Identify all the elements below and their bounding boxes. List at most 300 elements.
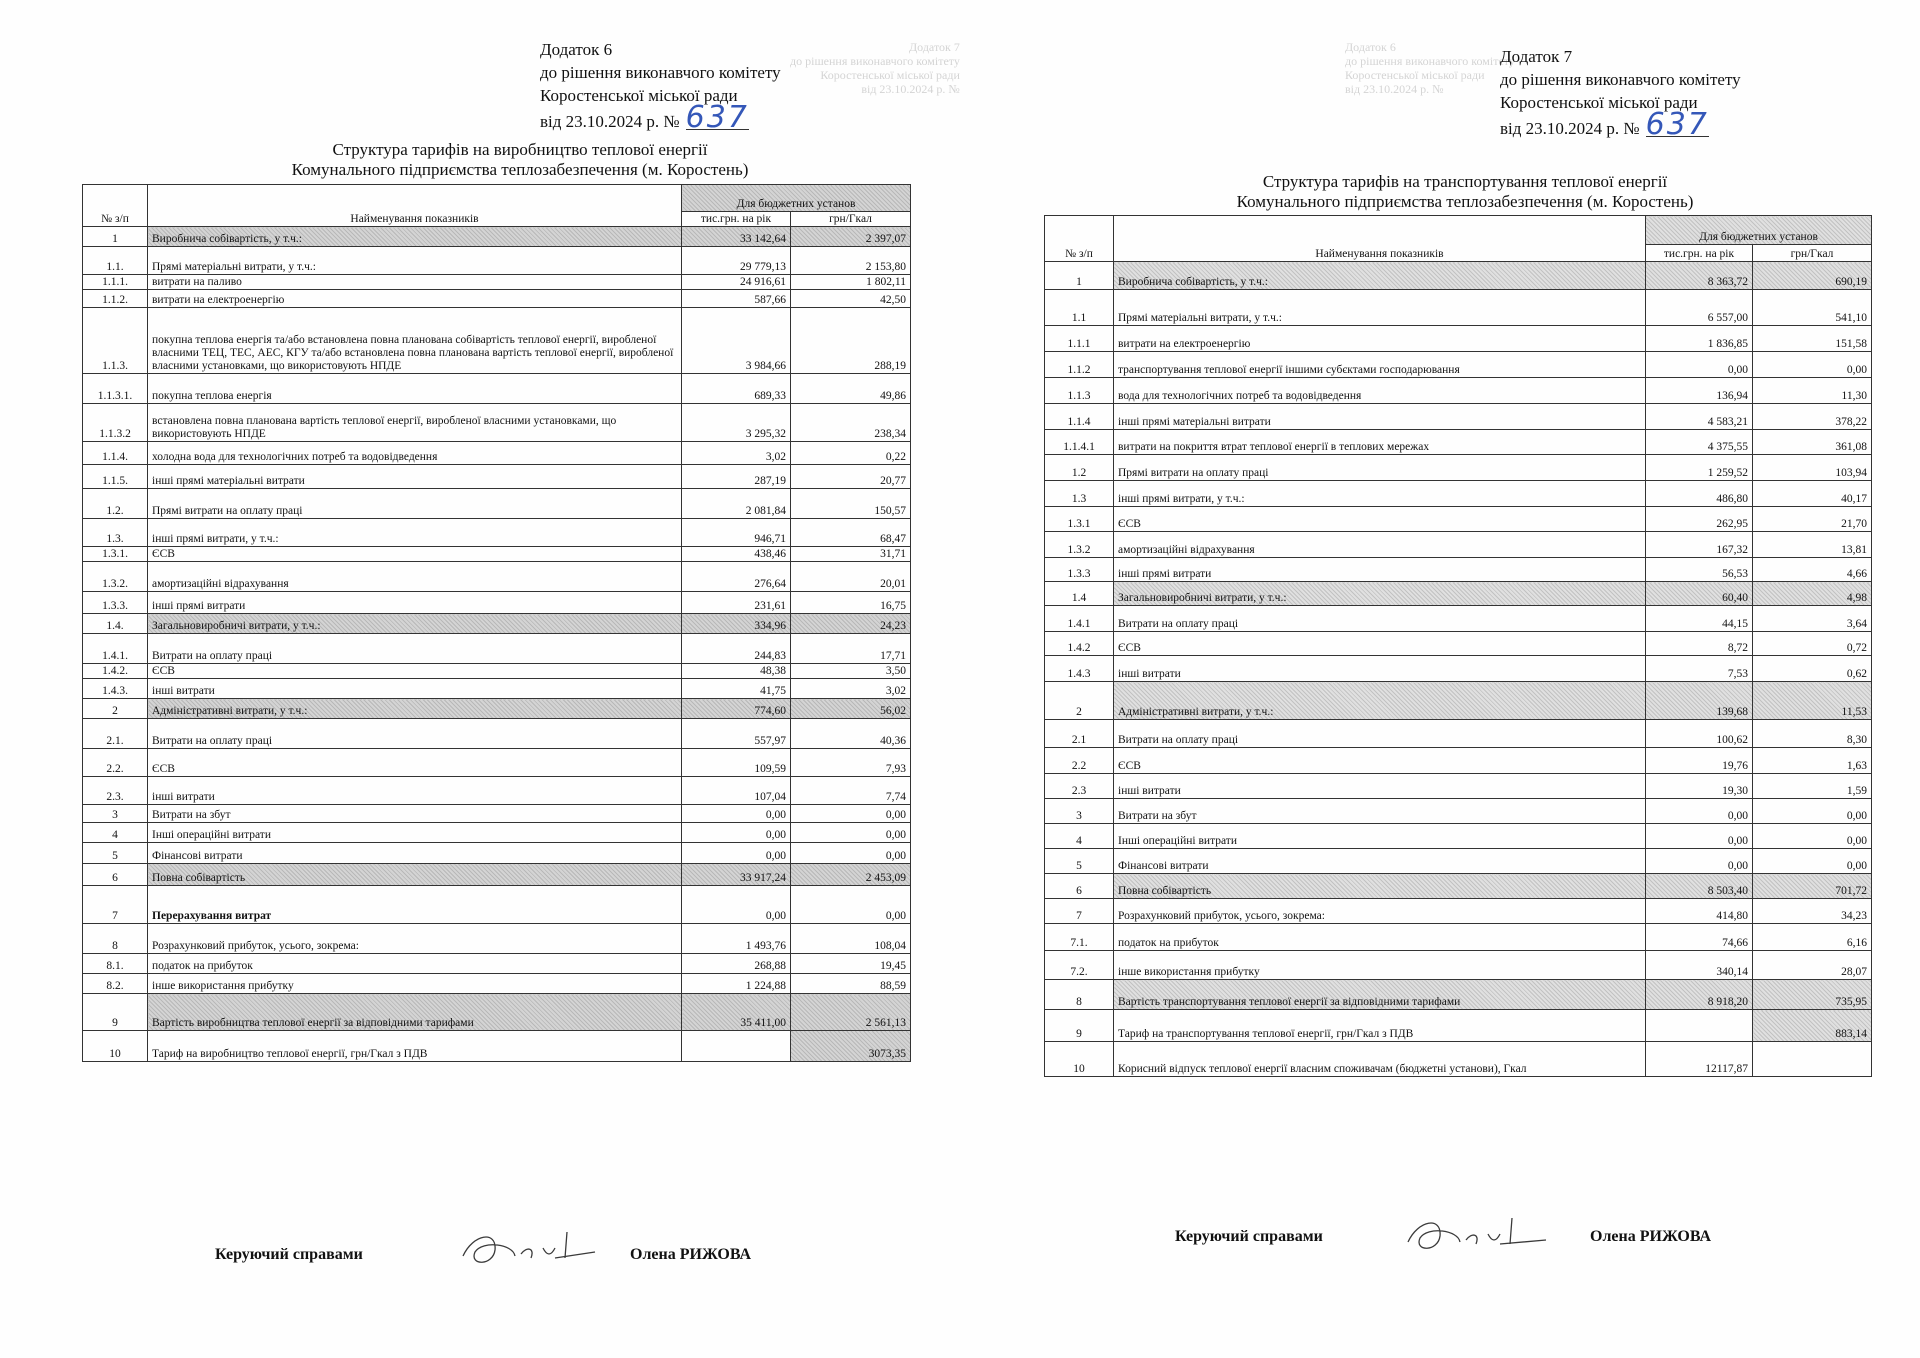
row-value-thousand-uah: 8 363,72	[1646, 262, 1753, 290]
table-row	[1045, 481, 1872, 507]
row-number: 1.4.	[83, 614, 148, 634]
row-value-thousand-uah: 689,33	[682, 374, 791, 404]
decision-number: 637	[685, 100, 749, 135]
appendix-date: від 23.10.2024 р. №	[540, 112, 680, 131]
appendix-line	[540, 100, 781, 135]
signature-name: Олена РИЖОВА	[1590, 1228, 1712, 1245]
table-row	[83, 275, 911, 290]
row-value-uah-per-gcal: 7,74	[791, 777, 911, 805]
row-value-uah-per-gcal: 68,47	[791, 519, 911, 547]
table-row	[83, 924, 911, 954]
row-number: 1.1.4	[1045, 404, 1114, 430]
row-indicator-name: покупна теплова енергія та/або встановлена повна планована собівартість теплової енергії, виробленої власними ТЕЦ, ТЕС, АЕС, КГУ та/або встановлена повна планована вартість теплової енергії, виробленої власними установками, що використовують НПДЕ	[148, 308, 682, 374]
row-value-thousand-uah: 8 918,20	[1646, 980, 1753, 1010]
row-indicator-name: Прямі матеріальні витрати, у т.ч.:	[1114, 290, 1646, 326]
row-value-uah-per-gcal: 883,14	[1753, 1010, 1872, 1042]
row-number: 3	[1045, 799, 1114, 824]
row-indicator-name: витрати на паливо	[148, 275, 682, 290]
table-row	[83, 994, 911, 1031]
row-indicator-name: Витрати на збут	[148, 805, 682, 823]
table-row	[1045, 632, 1872, 656]
header-thousand-uah-col: тис.грн. на рік	[1646, 245, 1753, 262]
row-value-thousand-uah: 167,32	[1646, 532, 1753, 558]
row-indicator-name: Корисний відпуск теплової енергії власним споживачам (бюджетні установи), Гкал	[1114, 1042, 1646, 1077]
row-value-uah-per-gcal: 288,19	[791, 308, 911, 374]
table-row	[83, 954, 911, 974]
row-number: 2.1.	[83, 719, 148, 749]
title-line: Структура тарифів на виробництво теплової енергії	[332, 140, 708, 159]
table-row	[83, 823, 911, 843]
row-number: 2.1	[1045, 720, 1114, 748]
table-row	[83, 843, 911, 864]
row-value-thousand-uah: 44,15	[1646, 606, 1753, 632]
row-indicator-name: Вартість транспортування теплової енергії за відповідними тарифами	[1114, 980, 1646, 1010]
row-indicator-name: Загальновиробничі витрати, у т.ч.:	[148, 614, 682, 634]
row-number: 6	[83, 864, 148, 886]
row-indicator-name: Інші операційні витрати	[1114, 824, 1646, 849]
row-indicator-name: інші прямі витрати	[148, 592, 682, 614]
row-value-uah-per-gcal: 1 802,11	[791, 275, 911, 290]
row-indicator-name: Витрати на оплату праці	[148, 719, 682, 749]
table-row	[1045, 455, 1872, 481]
row-indicator-name: ЄСВ	[148, 664, 682, 679]
row-indicator-name: Фінансові витрати	[1114, 849, 1646, 874]
row-value-thousand-uah: 19,76	[1646, 748, 1753, 774]
row-number: 2.3	[1045, 774, 1114, 799]
header-group-col: Для бюджетних установ	[1646, 216, 1872, 245]
row-indicator-name: Вартість виробництва теплової енергії за відповідними тарифами	[148, 994, 682, 1031]
row-number: 1	[1045, 262, 1114, 290]
row-indicator-name: інші прямі витрати, у т.ч.:	[1114, 481, 1646, 507]
row-indicator-name: Адміністративні витрати, у т.ч.:	[148, 699, 682, 719]
row-number: 2	[1045, 682, 1114, 720]
handwritten-signature	[455, 1226, 600, 1274]
row-value-uah-per-gcal: 0,00	[1753, 824, 1872, 849]
row-indicator-name: ЄСВ	[1114, 748, 1646, 774]
row-value-thousand-uah: 3,02	[682, 442, 791, 465]
row-value-thousand-uah: 946,71	[682, 519, 791, 547]
row-number: 7.2.	[1045, 951, 1114, 980]
row-indicator-name: ЄСВ	[148, 749, 682, 777]
row-value-thousand-uah: 8 503,40	[1646, 874, 1753, 899]
table-row	[83, 679, 911, 699]
table-row	[1045, 682, 1872, 720]
row-value-uah-per-gcal: 0,72	[1753, 632, 1872, 656]
row-value-thousand-uah: 7,53	[1646, 656, 1753, 682]
row-value-thousand-uah: 774,60	[682, 699, 791, 719]
row-value-thousand-uah: 0,00	[1646, 799, 1753, 824]
signature-name: Олена РИЖОВА	[630, 1246, 752, 1263]
appendix-line: до рішення виконавчого комітету	[1500, 70, 1741, 89]
table-row	[1045, 748, 1872, 774]
header-number-col: № з/п	[1045, 216, 1114, 262]
row-indicator-name: інші прямі матеріальні витрати	[148, 465, 682, 489]
table-row	[83, 699, 911, 719]
row-indicator-name: витрати на електроенергію	[148, 290, 682, 308]
table-row	[1045, 507, 1872, 532]
table-row	[83, 864, 911, 886]
row-value-uah-per-gcal: 2 397,07	[791, 227, 911, 247]
row-value-thousand-uah: 1 259,52	[1646, 455, 1753, 481]
row-value-uah-per-gcal: 40,36	[791, 719, 911, 749]
row-value-thousand-uah: 231,61	[682, 592, 791, 614]
table-row	[83, 592, 911, 614]
table-row	[83, 547, 911, 562]
row-value-thousand-uah: 1 836,85	[1646, 326, 1753, 352]
row-value-thousand-uah: 33 142,64	[682, 227, 791, 247]
row-value-thousand-uah: 557,97	[682, 719, 791, 749]
row-value-thousand-uah: 0,00	[682, 843, 791, 864]
row-value-uah-per-gcal: 28,07	[1753, 951, 1872, 980]
table-row	[1045, 606, 1872, 632]
row-indicator-name: Прямі витрати на оплату праці	[1114, 455, 1646, 481]
table-row	[1045, 849, 1872, 874]
row-value-thousand-uah	[1646, 1010, 1753, 1042]
page-appendix-7	[960, 0, 1920, 1358]
header-thousand-uah-col: тис.грн. на рік	[682, 212, 791, 227]
row-value-uah-per-gcal: 20,01	[791, 562, 911, 592]
table-row	[83, 974, 911, 994]
row-value-thousand-uah: 414,80	[1646, 899, 1753, 924]
table-header-row	[1045, 216, 1872, 245]
table-row	[1045, 1042, 1872, 1077]
row-value-uah-per-gcal: 2 561,13	[791, 994, 911, 1031]
table-row	[83, 749, 911, 777]
row-value-uah-per-gcal: 88,59	[791, 974, 911, 994]
row-indicator-name: ЄСВ	[148, 547, 682, 562]
appendix-line: Додаток 7	[1500, 47, 1573, 66]
row-indicator-name: Витрати на оплату праці	[1114, 720, 1646, 748]
table-row	[1045, 824, 1872, 849]
row-value-uah-per-gcal: 3,50	[791, 664, 911, 679]
title-line: Комунального підприємства теплозабезпечення (м. Коростень)	[291, 160, 749, 179]
row-number: 2.2	[1045, 748, 1114, 774]
row-value-uah-per-gcal: 4,66	[1753, 558, 1872, 582]
row-value-uah-per-gcal: 4,98	[1753, 582, 1872, 606]
table-row	[1045, 352, 1872, 378]
table-row	[83, 634, 911, 664]
row-indicator-name: витрати на електроенергію	[1114, 326, 1646, 352]
row-value-uah-per-gcal: 0,00	[1753, 352, 1872, 378]
row-indicator-name: транспортування теплової енергії іншими субєктами господарювання	[1114, 352, 1646, 378]
row-indicator-name: Тариф на виробництво теплової енергії, грн/Гкал з ПДВ	[148, 1031, 682, 1062]
header-name-col: Найменування показників	[1114, 216, 1646, 262]
row-number: 1.4.3.	[83, 679, 148, 699]
row-indicator-name: інші витрати	[1114, 656, 1646, 682]
row-value-uah-per-gcal: 21,70	[1753, 507, 1872, 532]
row-value-uah-per-gcal: 1,63	[1753, 748, 1872, 774]
row-number: 1.1.3	[1045, 378, 1114, 404]
row-value-uah-per-gcal: 40,17	[1753, 481, 1872, 507]
row-value-uah-per-gcal: 0,00	[791, 805, 911, 823]
row-value-uah-per-gcal: 3,64	[1753, 606, 1872, 632]
appendix-header	[540, 38, 781, 133]
row-value-thousand-uah: 19,30	[1646, 774, 1753, 799]
row-value-thousand-uah: 100,62	[1646, 720, 1753, 748]
row-value-thousand-uah: 107,04	[682, 777, 791, 805]
row-value-thousand-uah: 587,66	[682, 290, 791, 308]
row-indicator-name: ЄСВ	[1114, 507, 1646, 532]
row-value-thousand-uah: 287,19	[682, 465, 791, 489]
row-indicator-name: інші витрати	[1114, 774, 1646, 799]
table-row	[83, 519, 911, 547]
row-value-thousand-uah: 0,00	[1646, 352, 1753, 378]
table-row	[1045, 582, 1872, 606]
row-indicator-name: податок на прибуток	[1114, 924, 1646, 951]
row-number: 1.1.3.1.	[83, 374, 148, 404]
row-number: 1.3.3.	[83, 592, 148, 614]
table-row	[83, 719, 911, 749]
row-value-uah-per-gcal: 34,23	[1753, 899, 1872, 924]
table-row	[1045, 656, 1872, 682]
row-number: 1.4.2.	[83, 664, 148, 679]
table-row	[83, 227, 911, 247]
row-number: 1.4.1.	[83, 634, 148, 664]
row-value-uah-per-gcal: 49,86	[791, 374, 911, 404]
row-number: 1.1.5.	[83, 465, 148, 489]
header-group-col: Для бюджетних установ	[682, 185, 911, 212]
row-number: 3	[83, 805, 148, 823]
row-number: 6	[1045, 874, 1114, 899]
row-value-uah-per-gcal: 151,58	[1753, 326, 1872, 352]
row-number: 1.1.	[83, 247, 148, 275]
row-value-uah-per-gcal: 150,57	[791, 489, 911, 519]
appendix-line	[1500, 107, 1741, 142]
row-value-thousand-uah: 276,64	[682, 562, 791, 592]
row-value-uah-per-gcal: 42,50	[791, 290, 911, 308]
row-number: 1.1.2	[1045, 352, 1114, 378]
row-indicator-name: інші прямі витрати	[1114, 558, 1646, 582]
appendix-date: від 23.10.2024 р. №	[1500, 119, 1640, 138]
header-name-col: Найменування показників	[148, 185, 682, 227]
row-number: 1.3.	[83, 519, 148, 547]
row-number: 4	[83, 823, 148, 843]
row-indicator-name: амортизаційні відрахування	[1114, 532, 1646, 558]
row-value-thousand-uah: 1 224,88	[682, 974, 791, 994]
row-value-thousand-uah: 1 493,76	[682, 924, 791, 954]
row-value-uah-per-gcal: 361,08	[1753, 430, 1872, 455]
row-value-uah-per-gcal	[1753, 1042, 1872, 1077]
table-row	[83, 290, 911, 308]
table-row	[1045, 1010, 1872, 1042]
row-number: 1.1.3.2	[83, 404, 148, 442]
row-number: 1	[83, 227, 148, 247]
title-line: Структура тарифів на транспортування теплової енергії	[1262, 172, 1668, 191]
row-value-thousand-uah: 3 295,32	[682, 404, 791, 442]
row-value-uah-per-gcal: 11,53	[1753, 682, 1872, 720]
row-number: 1.4	[1045, 582, 1114, 606]
table-row	[1045, 951, 1872, 980]
row-value-thousand-uah: 262,95	[1646, 507, 1753, 532]
row-number: 8.2.	[83, 974, 148, 994]
row-value-thousand-uah: 12117,87	[1646, 1042, 1753, 1077]
row-number: 1.1.4.1	[1045, 430, 1114, 455]
row-number: 5	[1045, 849, 1114, 874]
row-value-thousand-uah	[682, 1031, 791, 1062]
row-number: 8	[83, 924, 148, 954]
row-indicator-name: Витрати на оплату праці	[1114, 606, 1646, 632]
row-indicator-name: амортизаційні відрахування	[148, 562, 682, 592]
appendix-line: до рішення виконавчого комітету	[540, 63, 781, 82]
row-number: 7	[83, 886, 148, 924]
row-number: 2.2.	[83, 749, 148, 777]
row-value-uah-per-gcal: 0,00	[791, 823, 911, 843]
row-number: 7	[1045, 899, 1114, 924]
row-number: 1.3.2	[1045, 532, 1114, 558]
bleed-through-text: Додаток 6 до рішення виконавчого комітету Коростенської міської ради від 23.10.2024 р. №	[1345, 40, 1515, 96]
row-value-uah-per-gcal: 56,02	[791, 699, 911, 719]
page-title	[1100, 172, 1830, 212]
row-value-thousand-uah: 48,38	[682, 664, 791, 679]
row-value-thousand-uah: 0,00	[1646, 849, 1753, 874]
table-row	[1045, 558, 1872, 582]
row-value-uah-per-gcal: 17,71	[791, 634, 911, 664]
bleed-through-text: Додаток 7 до рішення виконавчого комітету Коростенської міської ради від 23.10.2024 р. №	[790, 40, 960, 96]
row-number: 1.3	[1045, 481, 1114, 507]
row-value-thousand-uah: 340,14	[1646, 951, 1753, 980]
row-number: 7.1.	[1045, 924, 1114, 951]
row-number: 1.2	[1045, 455, 1114, 481]
row-value-uah-per-gcal: 0,22	[791, 442, 911, 465]
header-uah-per-gcal-col: грн/Гкал	[1753, 245, 1872, 262]
row-number: 5	[83, 843, 148, 864]
table-row	[1045, 720, 1872, 748]
row-value-thousand-uah: 4 375,55	[1646, 430, 1753, 455]
row-indicator-name: Загальновиробничі витрати, у т.ч.:	[1114, 582, 1646, 606]
table-row	[83, 465, 911, 489]
row-value-uah-per-gcal: 0,00	[791, 843, 911, 864]
table-row	[1045, 326, 1872, 352]
row-indicator-name: встановлена повна планована вартість теплової енергії, виробленої власними установками, що використовують НПДЕ	[148, 404, 682, 442]
row-indicator-name: ЄСВ	[1114, 632, 1646, 656]
row-value-thousand-uah: 35 411,00	[682, 994, 791, 1031]
row-number: 1.2.	[83, 489, 148, 519]
row-number: 1.3.2.	[83, 562, 148, 592]
table-row	[83, 664, 911, 679]
table-row	[83, 777, 911, 805]
row-value-uah-per-gcal: 6,16	[1753, 924, 1872, 951]
table-row	[83, 247, 911, 275]
row-value-uah-per-gcal: 8,30	[1753, 720, 1872, 748]
row-value-thousand-uah: 139,68	[1646, 682, 1753, 720]
signature-position: Керуючий справами	[215, 1246, 363, 1263]
row-number: 2.3.	[83, 777, 148, 805]
row-indicator-name: Витрати на збут	[1114, 799, 1646, 824]
table-row	[83, 805, 911, 823]
appendix-header	[1500, 45, 1741, 140]
row-number: 1.3.3	[1045, 558, 1114, 582]
row-value-uah-per-gcal: 11,30	[1753, 378, 1872, 404]
title-line: Комунального підприємства теплозабезпечення (м. Коростень)	[1236, 192, 1694, 211]
row-value-thousand-uah: 74,66	[1646, 924, 1753, 951]
signature-position: Керуючий справами	[1175, 1228, 1323, 1245]
row-number: 1.3.1.	[83, 547, 148, 562]
row-value-uah-per-gcal: 701,72	[1753, 874, 1872, 899]
table-row	[83, 562, 911, 592]
row-value-uah-per-gcal: 103,94	[1753, 455, 1872, 481]
row-value-thousand-uah: 109,59	[682, 749, 791, 777]
row-value-thousand-uah: 438,46	[682, 547, 791, 562]
header-number-col: № з/п	[83, 185, 148, 227]
row-indicator-name: вода для технологічних потреб та водовідведення	[1114, 378, 1646, 404]
appendix-line: Додаток 6	[540, 40, 613, 59]
tariff-table-production	[82, 184, 911, 1062]
row-value-uah-per-gcal: 378,22	[1753, 404, 1872, 430]
row-value-thousand-uah: 24 916,61	[682, 275, 791, 290]
row-value-thousand-uah: 244,83	[682, 634, 791, 664]
row-value-uah-per-gcal: 7,93	[791, 749, 911, 777]
row-indicator-name: Тариф на транспортування теплової енергії, грн/Гкал з ПДВ	[1114, 1010, 1646, 1042]
row-indicator-name: Фінансові витрати	[148, 843, 682, 864]
row-value-uah-per-gcal: 735,95	[1753, 980, 1872, 1010]
row-value-thousand-uah: 56,53	[1646, 558, 1753, 582]
row-indicator-name: Витрати на оплату праці	[148, 634, 682, 664]
table-row	[83, 886, 911, 924]
table-row	[1045, 262, 1872, 290]
table-row	[83, 1031, 911, 1062]
row-number: 10	[83, 1031, 148, 1062]
row-indicator-name: Прямі витрати на оплату праці	[148, 489, 682, 519]
table-row	[1045, 430, 1872, 455]
decision-number: 637	[1645, 107, 1709, 142]
row-indicator-name: інші прямі витрати, у т.ч.:	[148, 519, 682, 547]
row-value-uah-per-gcal: 31,71	[791, 547, 911, 562]
row-value-thousand-uah: 41,75	[682, 679, 791, 699]
row-indicator-name: інші витрати	[148, 679, 682, 699]
row-number: 1.1.3.	[83, 308, 148, 374]
row-indicator-name: інше використання прибутку	[1114, 951, 1646, 980]
row-value-uah-per-gcal: 24,23	[791, 614, 911, 634]
header-uah-per-gcal-col: грн/Гкал	[791, 212, 911, 227]
row-value-uah-per-gcal: 238,34	[791, 404, 911, 442]
row-indicator-name: покупна теплова енергія	[148, 374, 682, 404]
row-indicator-name: Виробнича собівартість, у т.ч.:	[1114, 262, 1646, 290]
table-row	[83, 374, 911, 404]
row-indicator-name: Розрахунковий прибуток, усього, зокрема:	[148, 924, 682, 954]
row-value-thousand-uah: 4 583,21	[1646, 404, 1753, 430]
row-value-thousand-uah: 0,00	[682, 823, 791, 843]
row-number: 1.1.4.	[83, 442, 148, 465]
table-row	[83, 442, 911, 465]
row-value-uah-per-gcal: 108,04	[791, 924, 911, 954]
row-number: 1.1.2.	[83, 290, 148, 308]
appendix-line: Коростенської міської ради	[540, 86, 738, 105]
row-number: 1.4.2	[1045, 632, 1114, 656]
table-row	[1045, 980, 1872, 1010]
table-row	[1045, 378, 1872, 404]
row-number: 9	[83, 994, 148, 1031]
row-value-uah-per-gcal: 541,10	[1753, 290, 1872, 326]
row-value-thousand-uah: 2 081,84	[682, 489, 791, 519]
row-indicator-name: Прямі матеріальні витрати, у т.ч.:	[148, 247, 682, 275]
table-row	[83, 404, 911, 442]
row-value-thousand-uah: 33 917,24	[682, 864, 791, 886]
table-row	[1045, 404, 1872, 430]
row-value-thousand-uah: 334,96	[682, 614, 791, 634]
row-number: 1.4.1	[1045, 606, 1114, 632]
table-row	[83, 614, 911, 634]
row-indicator-name: Розрахунковий прибуток, усього, зокрема:	[1114, 899, 1646, 924]
row-value-thousand-uah: 8,72	[1646, 632, 1753, 656]
row-indicator-name: Перерахування витрат	[148, 886, 682, 924]
row-number: 10	[1045, 1042, 1114, 1077]
row-number: 4	[1045, 824, 1114, 849]
row-value-thousand-uah: 0,00	[682, 805, 791, 823]
table-row	[1045, 532, 1872, 558]
row-value-thousand-uah: 486,80	[1646, 481, 1753, 507]
row-number: 1.3.1	[1045, 507, 1114, 532]
row-value-uah-per-gcal: 690,19	[1753, 262, 1872, 290]
